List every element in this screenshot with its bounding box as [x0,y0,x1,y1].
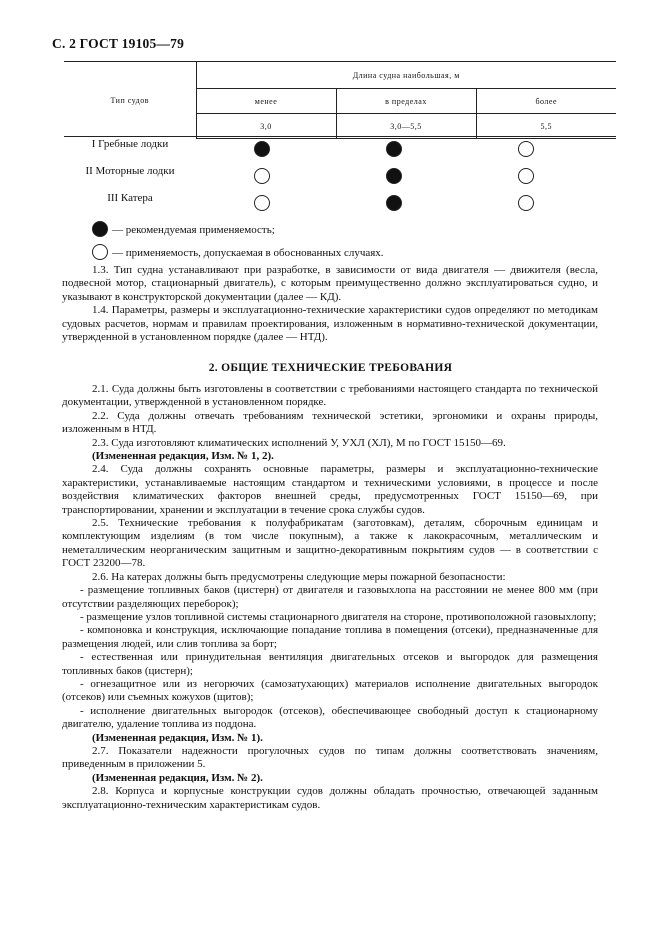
row-name: I Гребные лодки [91,138,169,150]
applicability-mark [254,195,270,211]
section-title: 2. ОБЩИЕ ТЕХНИЧЕСКИЕ ТРЕБОВАНИЯ [208,362,453,374]
paragraph: 2.2. Суда должны отвечать требованиям технической эстетики, эргономики и охраны природы, изложенным в НТД. [62,409,598,436]
list-item: - размещение топливных баков (цистерн) от двигателя и газовыхлопа на расстоянии не менее 800 мм (при отсутствии разделяющих переборок); [62,584,598,610]
paragraph: 2.5. Технические требования к полуфабрикатам (заготовкам), деталям, сборочным единицам и комплектующим изделиям (в том числе покупным), а также к лакокрасочным, металлическим и неметаллическим неорганическим защитным и защитно-декоративным покрытиям судов — в соответствии с ГОСТ 23200—78. [62,517,598,570]
legend-filled-text: — рекомендуемая применяемость; [112,224,275,236]
paragraph: 2.7. Показатели надежности прогулочных судов по типам должны соответствовать значениям, приведенным в приложении 5. [62,744,598,771]
paragraph: 2.4. Суда должны сохранять основные параметры, размеры и эксплуатационно-технические характеристики, устанавливаемые настоящим стандартом и техническими условиями, в процессе и после воздействия климатических факторов внешней среды, предусмотренных ГОСТ 15150—69, при транспортировании, хранении и эксплуатации в течение срока службы судов. [62,463,598,516]
table-row [64,190,616,217]
amendment-note: (Измененная редакция, Изм. № 1). [92,731,263,744]
subheader-less: менее [196,89,336,114]
amendment-note: (Измененная редакция, Изм. № 2). [92,771,263,784]
table-row [64,163,616,190]
page-header: С. 2 ГОСТ 19105—79 [52,36,185,51]
value-more: 5,5 [476,114,616,139]
applicability-mark [386,168,402,184]
applicability-mark [518,195,534,211]
paragraph: 2.8. Корпуса и корпусные конструкции судов должны обладать прочностью, отвечающей заданным эксплуатационно-техническим характеристикам судов. [62,785,598,811]
applicability-mark [254,168,270,184]
length-header: Длина судна наибольшая, м [196,62,616,89]
section-1-text [62,264,598,344]
boat-type-table [64,61,616,139]
legend-empty [92,244,384,260]
legend-empty-text: — применяемость, допускаемая в обоснованных случаях. [112,247,384,259]
row-name: II Моторные лодки [85,165,175,177]
applicability-mark [386,195,402,211]
list-item: - компоновка и конструкция, исключающие попадание топлива в помещения (отсеки), предназначенные для размещения людей, или слив топлива за борт; [62,624,598,650]
empty-circle-icon [92,244,108,260]
subheader-more: более [476,89,616,114]
value-less: 3,0 [196,114,336,139]
table-row [64,136,616,163]
amendment-note: (Измененная редакция, Изм. № 1, 2). [92,450,274,463]
list-item: - размещение узлов топливной системы стационарного двигателя на стороне, противоположной газовыхлопу; [80,610,597,623]
list-item: - естественная или принудительная вентиляция двигательных отсеков и выгородок для размещения топливных баков (цистерн); [62,651,598,677]
paragraph: 2.1. Суда должны быть изготовлены в соответствии с требованиями настоящего стандарта по технической документации, утвержденной в установленном порядке. [62,383,598,409]
applicability-mark [386,141,402,157]
subheader-range: в пределах [336,89,476,114]
row-name: III Катера [107,192,153,204]
section-2-text [62,383,598,812]
applicability-mark [518,141,534,157]
value-range: 3,0—5,5 [336,114,476,139]
list-item: - исполнение двигательных выгородок (отсеков), обеспечивающее свободный доступ к стационарному двигателю, удаление топлива из поддона. [62,704,598,731]
list-item: - огнезащитное или из негорючих (самозатухающих) материалов исполнение двигательных выгородок (отсеков) или съемных кожухов (щитов); [62,677,598,704]
col-type-header: Тип судов [64,62,196,139]
paragraph: 1.3. Тип судна устанавливают при разработке, в зависимости от вида двигателя — движителя (весла, подвесной мотор, стационарный двигатель), с которым преимущественно должно эксплуатироваться судно, и указывают в конструкторской документации (далее — КД). [62,264,598,303]
paragraph: 1.4. Параметры, размеры и эксплуатационно-технические характеристики судов определяют по методикам судовых расчетов, нормам и правилам проектирования, изложенным в нормативно-технической документации, утвержденной в установленном порядке (далее — НТД). [62,304,598,344]
table-body [64,136,616,217]
filled-circle-icon [92,221,108,237]
applicability-mark [518,168,534,184]
paragraph: 2.3. Суда изготовляют климатических исполнений У, УХЛ (ХЛ), М по ГОСТ 15150—69. [92,436,506,449]
paragraph: 2.6. На катерах должны быть предусмотрены следующие меры пожарной безопасности: [92,570,506,583]
applicability-mark [254,141,270,157]
legend-filled [92,221,275,237]
